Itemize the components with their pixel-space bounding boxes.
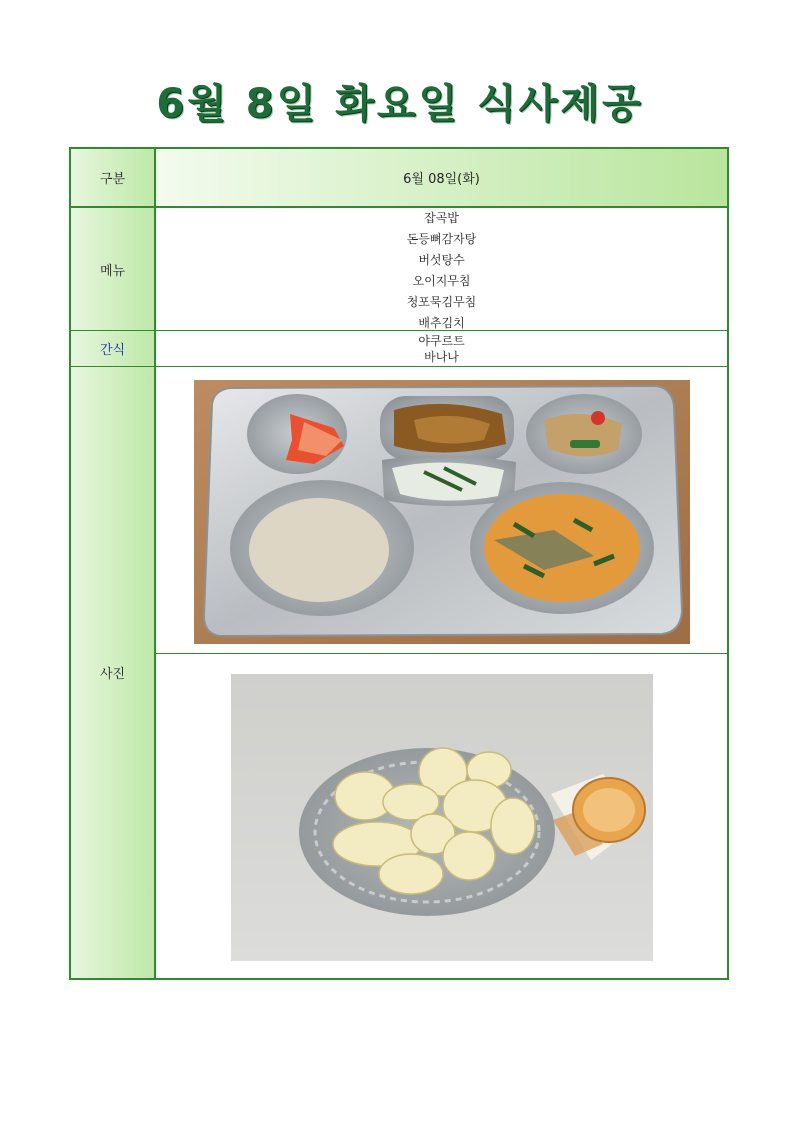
menu-list [156,208,727,330]
menu-label-cell [71,208,154,330]
header-date: 6월 08일(화) [403,172,480,187]
meal-tray-photo [194,380,690,644]
menu-item: 오이지무침 [412,274,471,288]
menu-item: 청포묵김무침 [406,295,477,309]
menu-item: 잡곡밥 [424,211,459,225]
menu-item: 배추김치 [418,316,465,330]
page-title: 6월 8일 화요일 식사제공 [156,81,644,127]
photo-label: 사진 [99,667,126,682]
header-date-cell [156,149,727,206]
header-label: 구분 [99,172,126,187]
menu-item: 돈등뼈감자탕 [406,232,477,246]
snack-photo [231,674,653,961]
snack-item: 바나나 [424,349,459,364]
snack-label-cell [71,331,154,366]
snack-item: 야쿠르트 [418,333,465,348]
meal-table [69,147,729,980]
header-label-cell [71,149,154,206]
menu-item: 버섯탕수 [418,253,465,267]
photo-divider [156,653,727,654]
menu-label: 메뉴 [99,263,126,279]
snack-label: 간식 [99,343,126,358]
snack-list [156,331,727,366]
photo-label-cell [71,367,154,978]
